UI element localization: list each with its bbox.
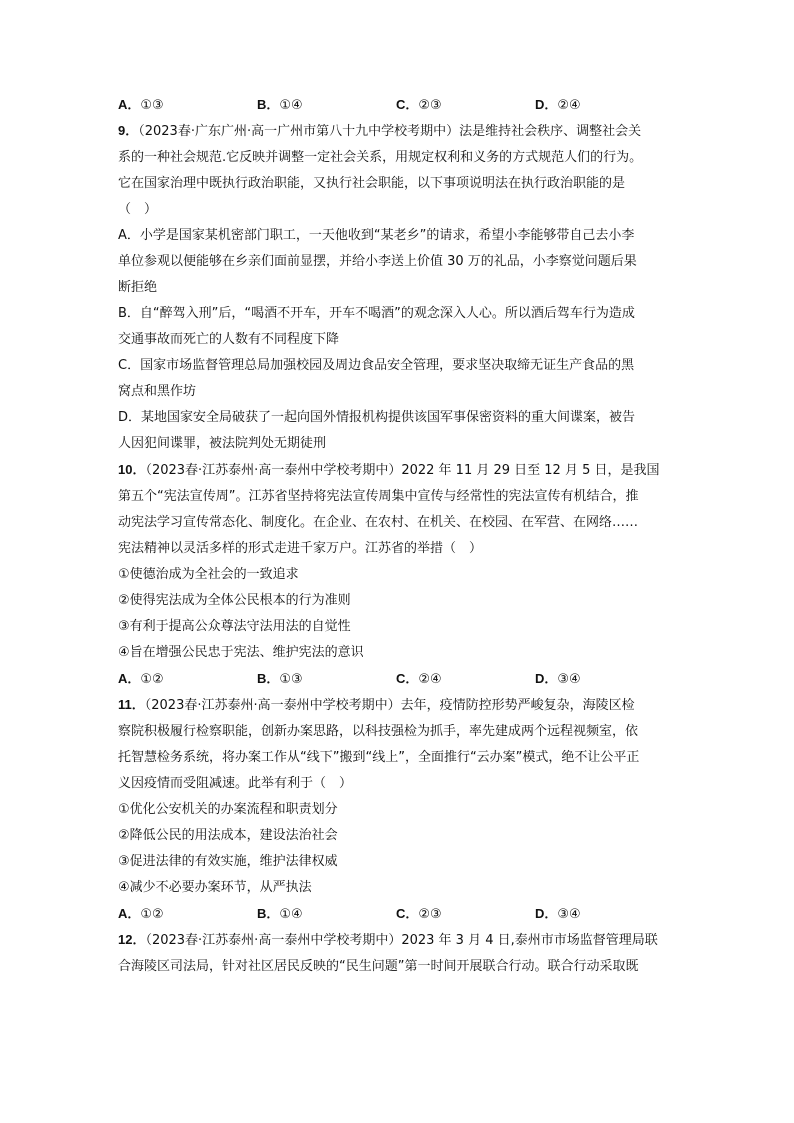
- q9-stem-line-2: 系的一种社会规范.它反映并调整一定社会关系，用规定权利和义务的方式规范人们的行为。: [118, 150, 643, 165]
- q11-statement-3: ③促进法律的有效实施，维护法律权威: [118, 854, 338, 869]
- question-source: （2023春·江苏泰州·高一泰州中学校考期中）: [145, 933, 402, 948]
- question-source: （2023春·江苏泰州·高一泰州中学校考期中）: [145, 463, 402, 478]
- q10-stem-line-3: 动宪法学习宣传常态化、制度化。在企业、在农村、在机关、在校园、在军营、在网络……: [118, 515, 639, 530]
- q8-options: [118, 92, 680, 118]
- q11-options: [118, 901, 680, 927]
- q8-option-a: A．①③: [118, 97, 164, 113]
- q11-option-c: C．②③: [396, 906, 442, 922]
- q10-stem-line-2: 第五个“宪法宣传周”。江苏省坚持将宪法宣传周集中宣传与经常性的宪法宣传有机结合，推: [118, 489, 639, 504]
- question-source: （2023春·广东广州·高一广州市第八十九中学校考期中）: [138, 124, 460, 139]
- q11-option-d: D．③④: [535, 906, 581, 922]
- q10-option-a: A．①②: [118, 671, 164, 687]
- q11-stem-line-3: 托智慧检务系统，将办案工作从“线下”搬到“线上”，全面推行“云办案”模式，绝不让公平正: [118, 750, 640, 765]
- q9-choice-d-line-2: 人因犯间谍罪，被法院判处无期徒刑: [118, 436, 327, 451]
- q11-statement-4: ④减少不必要办案环节，从严执法: [118, 880, 312, 895]
- q11-stem-line-2: 察院积极履行检察职能，创新办案思路，以科技强检为抓手，率先建成两个远程视频室，依: [118, 724, 639, 739]
- q12-stem-line-2: 合海陵区司法局，针对社区居民反映的“民生问题”第一时间开展联合行动。联合行动采取既: [118, 959, 639, 974]
- q8-option-b: B．①④: [257, 97, 303, 113]
- question-12: [118, 927, 680, 980]
- q10-option-c: C．②④: [396, 671, 442, 687]
- q11-stem-line-1: 11．（2023春·江苏泰州·高一泰州中学校考期中）去年，疫情防控形势严峻复杂，海陵区检: [118, 697, 635, 713]
- q9-choice-a-line-3: 断拒绝: [118, 280, 158, 295]
- question-number: 11．: [118, 697, 145, 712]
- q10-options: [118, 666, 680, 692]
- exam-page: [118, 92, 680, 980]
- question-9: [118, 118, 680, 457]
- q9-choice-a-line-1: A．小学是国家某机密部门职工，一天他收到“某老乡”的请求，希望小李能够带自己去小李: [118, 228, 635, 243]
- question-number: 12．: [118, 932, 146, 947]
- q9-choice-c-line-2: 窝点和黑作坊: [118, 384, 197, 399]
- q12-stem-line-1: 12．（2023春·江苏泰州·高一泰州中学校考期中）2023 年 3 月 4 日,泰州市市场监督管理局联: [118, 932, 658, 948]
- q8-option-d: D．②④: [535, 97, 581, 113]
- q10-stem-line-4: 宪法精神以灵活多样的形式走进千家万户。江苏省的举措（ ）: [118, 541, 483, 556]
- q9-stem-line-4: （ ）: [118, 202, 158, 217]
- q8-option-c: C．②③: [396, 97, 442, 113]
- question-source: （2023春·江苏泰州·高一泰州中学校考期中）: [144, 698, 401, 713]
- question-number: 9．: [118, 123, 139, 138]
- q11-option-a: A．①②: [118, 906, 164, 922]
- q10-option-b: B．①③: [257, 671, 303, 687]
- q9-choice-b-line-1: B．自“醉驾入刑”后，“喝酒不开车，开车不喝酒”的观念深入人心。所以酒后驾车行为造成: [118, 306, 635, 321]
- q11-statement-1: ①优化公安机关的办案流程和职责划分: [118, 802, 338, 817]
- question-11: [118, 692, 680, 927]
- q10-statement-1: ①使德治成为全社会的一致追求: [118, 567, 299, 582]
- q9-choice-d-line-1: D．某地国家安全局破获了一起向国外情报机构提供该国军事保密资料的重大间谍案，被告: [118, 410, 636, 425]
- q11-option-b: B．①④: [257, 906, 303, 922]
- q9-choice-c-line-1: C．国家市场监督管理总局加强校园及周边食品安全管理，要求坚决取缔无证生产食品的黑: [118, 358, 635, 373]
- q9-choice-a-line-2: 单位参观以便能够在乡亲们面前显摆，并给小李送上价值 30 万的礼品，小李察觉问题后果: [118, 254, 637, 269]
- q10-statement-2: ②使得宪法成为全体公民根本的行为准则: [118, 593, 351, 608]
- q10-statement-4: ④旨在增强公民忠于宪法、维护宪法的意识: [118, 645, 364, 660]
- q10-statement-3: ③有利于提高公众尊法守法用法的自觉性: [118, 619, 351, 634]
- q10-option-d: D．③④: [535, 671, 581, 687]
- q9-stem-line-3: 它在国家治理中既执行政治职能，又执行社会职能，以下事项说明法在执行政治职能的是: [118, 176, 626, 191]
- q11-statement-2: ②降低公民的用法成本，建设法治社会: [118, 828, 338, 843]
- question-10: [118, 457, 680, 692]
- q10-stem-line-1: 10．（2023春·江苏泰州·高一泰州中学校考期中）2022 年 11 月 29 日至 12 月 5 日，是我国: [118, 462, 660, 478]
- question-number: 10．: [118, 462, 146, 477]
- q9-stem-line-1: 9．（2023春·广东广州·高一广州市第八十九中学校考期中）法是维持社会秩序、调整社会关: [118, 123, 642, 139]
- q9-choice-b-line-2: 交通事故而死亡的人数有不同程度下降: [118, 332, 340, 347]
- q11-stem-line-4: 义因疫情而受阻减速。此举有利于（ ）: [118, 776, 353, 791]
